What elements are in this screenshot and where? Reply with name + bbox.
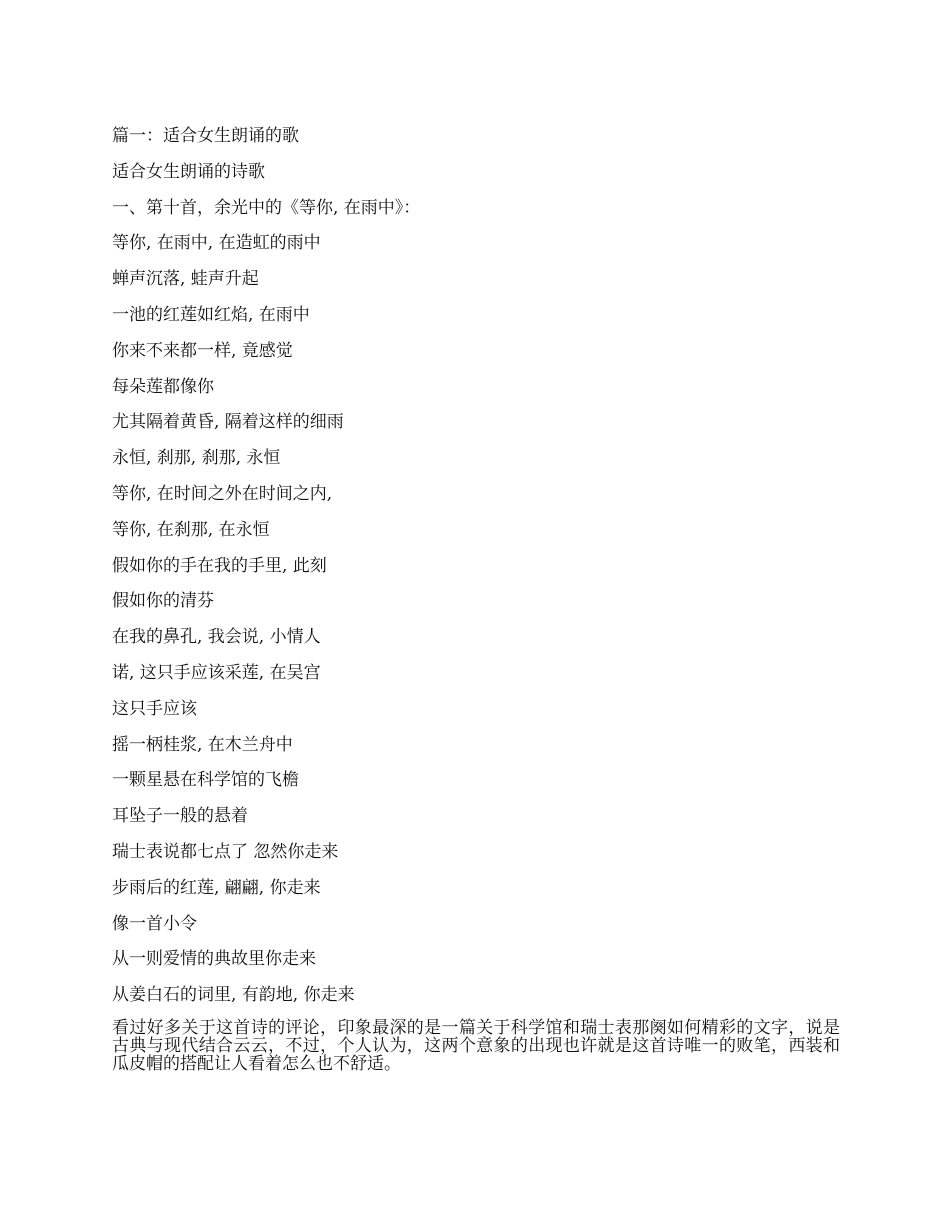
poem-line: 一池的红莲如红焰, 在雨中 bbox=[112, 304, 310, 325]
poem-line: 在我的鼻孔, 我会说, 小情人 bbox=[112, 627, 321, 648]
poem-line: 每朵莲都像你 bbox=[112, 376, 214, 397]
poem-line: 永恒, 刹那, 刹那, 永恒 bbox=[112, 448, 281, 469]
poem-line: 假如你的手在我的手里, 此刻 bbox=[112, 555, 327, 576]
poem-line: 等你, 在雨中, 在造虹的雨中 bbox=[112, 233, 321, 254]
poem-line: 从一则爱情的典故里你走来 bbox=[112, 949, 316, 970]
poem-line: 步雨后的红莲, 翩翩, 你走来 bbox=[112, 877, 321, 898]
poem-line: 尤其隔着黄昏, 隔着这样的细雨 bbox=[112, 412, 344, 433]
poem-intro: 一、第十首，余光中的《等你, 在雨中》： bbox=[112, 197, 421, 218]
poem-line: 从姜白石的词里, 有韵地, 你走来 bbox=[112, 985, 355, 1006]
commentary-paragraph: 看过好多关于这首诗的评论，印象最深的是一篇关于科学馆和瑞士表那阕如何精彩的文字，说是古典与现代结合云云，不过，个人认为，这两个意象的出现也许就是这首诗唯一的败笔，西装和瓜皮帽的搭配让人看着怎么也不舒适。 bbox=[112, 1017, 840, 1074]
poem-line: 瑞士表说都七点了 忽然你走来 bbox=[112, 841, 339, 862]
poem-line: 一颗星悬在科学馆的飞檐 bbox=[112, 770, 299, 791]
document-title: 适合女生朗诵的诗歌 bbox=[112, 161, 265, 182]
poem-line: 假如你的清芬 bbox=[112, 591, 214, 612]
poem-line: 这只手应该 bbox=[112, 698, 197, 719]
poem-line: 像一首小令 bbox=[112, 913, 197, 934]
document-body bbox=[112, 124, 842, 1073]
poem-line: 等你, 在刹那, 在永恒 bbox=[112, 519, 270, 540]
poem-line: 蝉声沉落, 蛙声升起 bbox=[112, 269, 259, 290]
poem-line: 等你, 在时间之外在时间之内, bbox=[112, 483, 333, 504]
poem-line: 你来不来都一样, 竟感觉 bbox=[112, 340, 293, 361]
poem-line: 耳坠子一般的悬着 bbox=[112, 806, 248, 827]
poem-line: 摇一柄桂浆, 在木兰舟中 bbox=[112, 734, 293, 755]
section-heading: 篇一：适合女生朗诵的歌 bbox=[112, 126, 299, 146]
poem-line: 诺, 这只手应该采莲, 在吴宫 bbox=[112, 662, 321, 683]
